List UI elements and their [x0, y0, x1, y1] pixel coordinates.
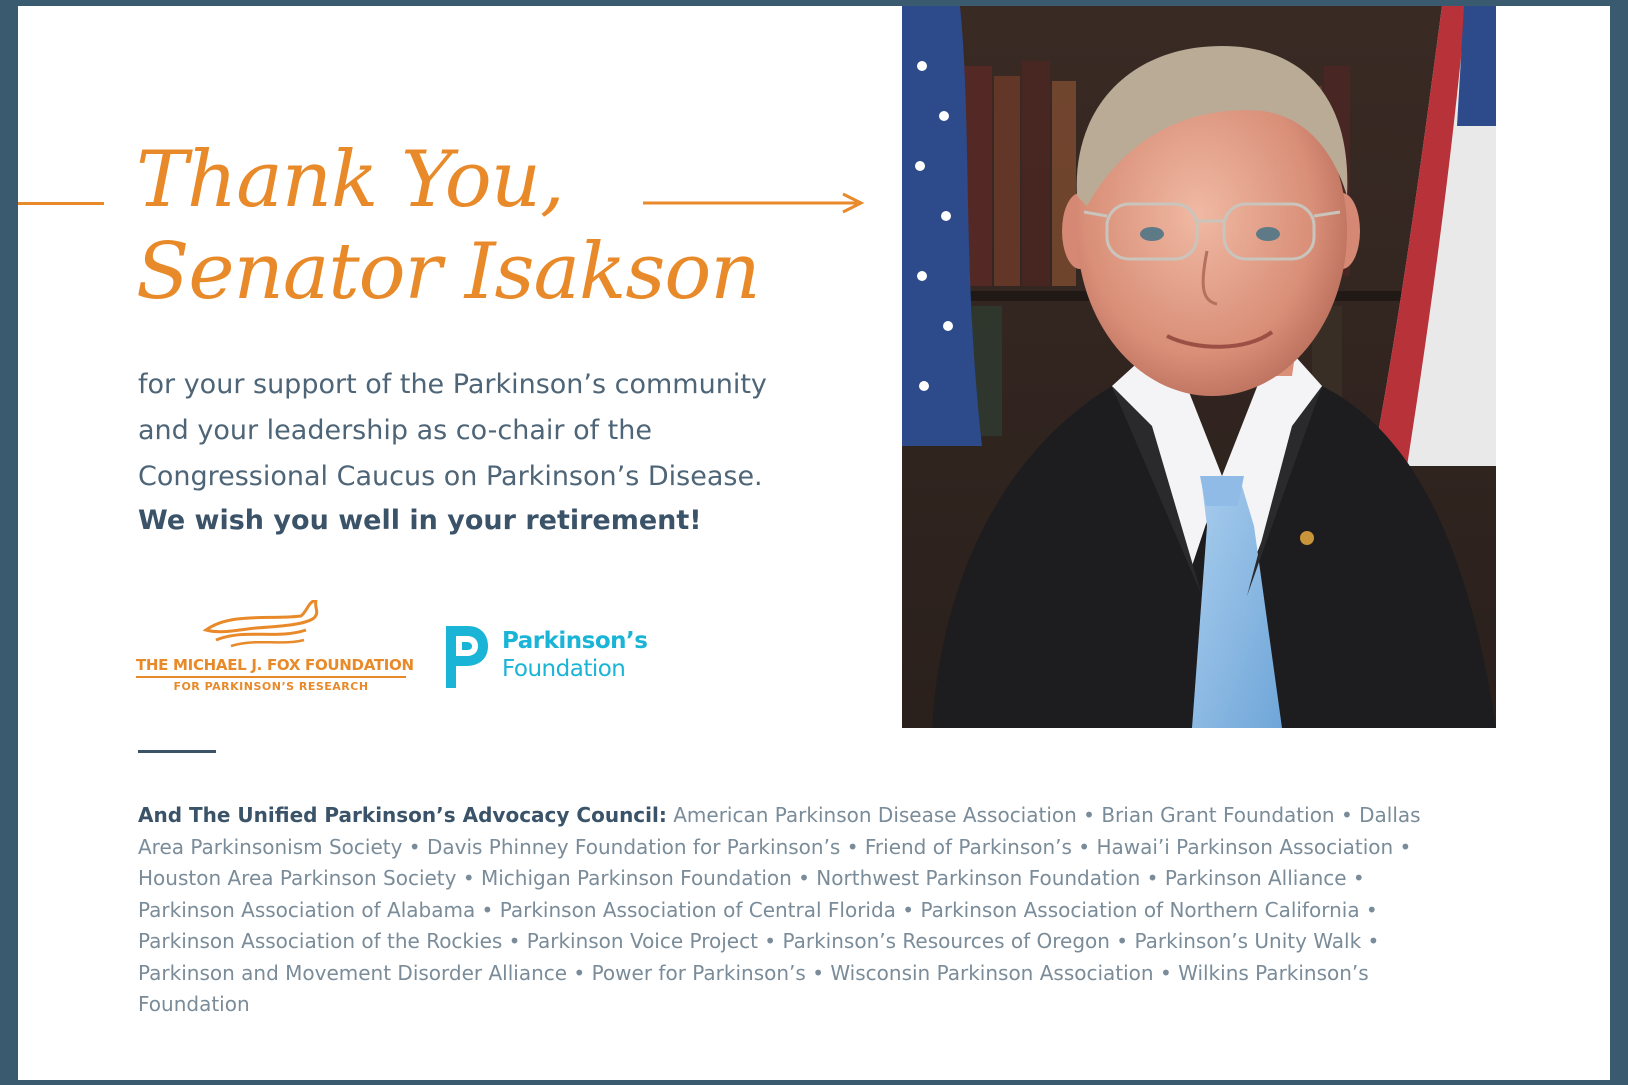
headline — [136, 134, 760, 318]
body-text — [138, 362, 858, 500]
fox-swoosh-icon — [136, 600, 406, 656]
mjff-rule — [136, 676, 406, 678]
council-lead: And The Unified Parkinson’s Advocacy Council: — [138, 803, 667, 827]
portrait-photo — [902, 6, 1496, 728]
mjff-subtitle: FOR PARKINSON’S RESEARCH — [173, 680, 369, 693]
pf-name: Parkinson’s — [502, 628, 648, 654]
headline-line1: Thank You, — [136, 135, 564, 225]
michael-j-fox-foundation-logo — [136, 600, 414, 693]
council-list — [138, 800, 1458, 1021]
body-line1: for your support of the Parkinson’s community — [138, 369, 767, 400]
section-divider — [138, 750, 216, 753]
parkinsons-foundation-logo — [442, 620, 662, 692]
body-line3: Congressional Caucus on Parkinson’s Disease. — [138, 461, 763, 492]
pf-foundation: Foundation — [502, 656, 626, 682]
headline-line2: Senator Isakson — [136, 227, 760, 317]
body-line2: and your leadership as co-chair of the — [138, 415, 652, 446]
council-members: American Parkinson Disease Association • Brian Grant Foundation • Dallas Area Parkinsonism Society • Davis Phinney Foundation for Parkinson’s • Friend of Parkinson’s • Hawai’i Parkinson Association • Houston Area Parkinson Society • Michigan Parkinson Foundation • Northwest Parkinson Foundation • Parkinson Alliance • Parkinson Association of Alabama • Parkinson Association of Central Florida • Parkinson Association of Northern California • Parkinson Association of the Rockies • Parkinson Voice Project • Parkinson’s Resources of Oregon • Parkinson’s Unity Walk • Parkinson and Movement Disorder Alliance • Power for Parkinson’s • Wisconsin Parkinson Association • Wilkins Parkinson’s Foundation — [138, 803, 1421, 1016]
pf-p-mark-icon — [442, 622, 492, 690]
closing-text: We wish you well in your retirement! — [138, 505, 702, 536]
ad-card — [18, 6, 1610, 1080]
decorative-dash-left — [18, 202, 104, 205]
mjff-name: THE MICHAEL J. FOX FOUNDATION — [136, 656, 414, 674]
